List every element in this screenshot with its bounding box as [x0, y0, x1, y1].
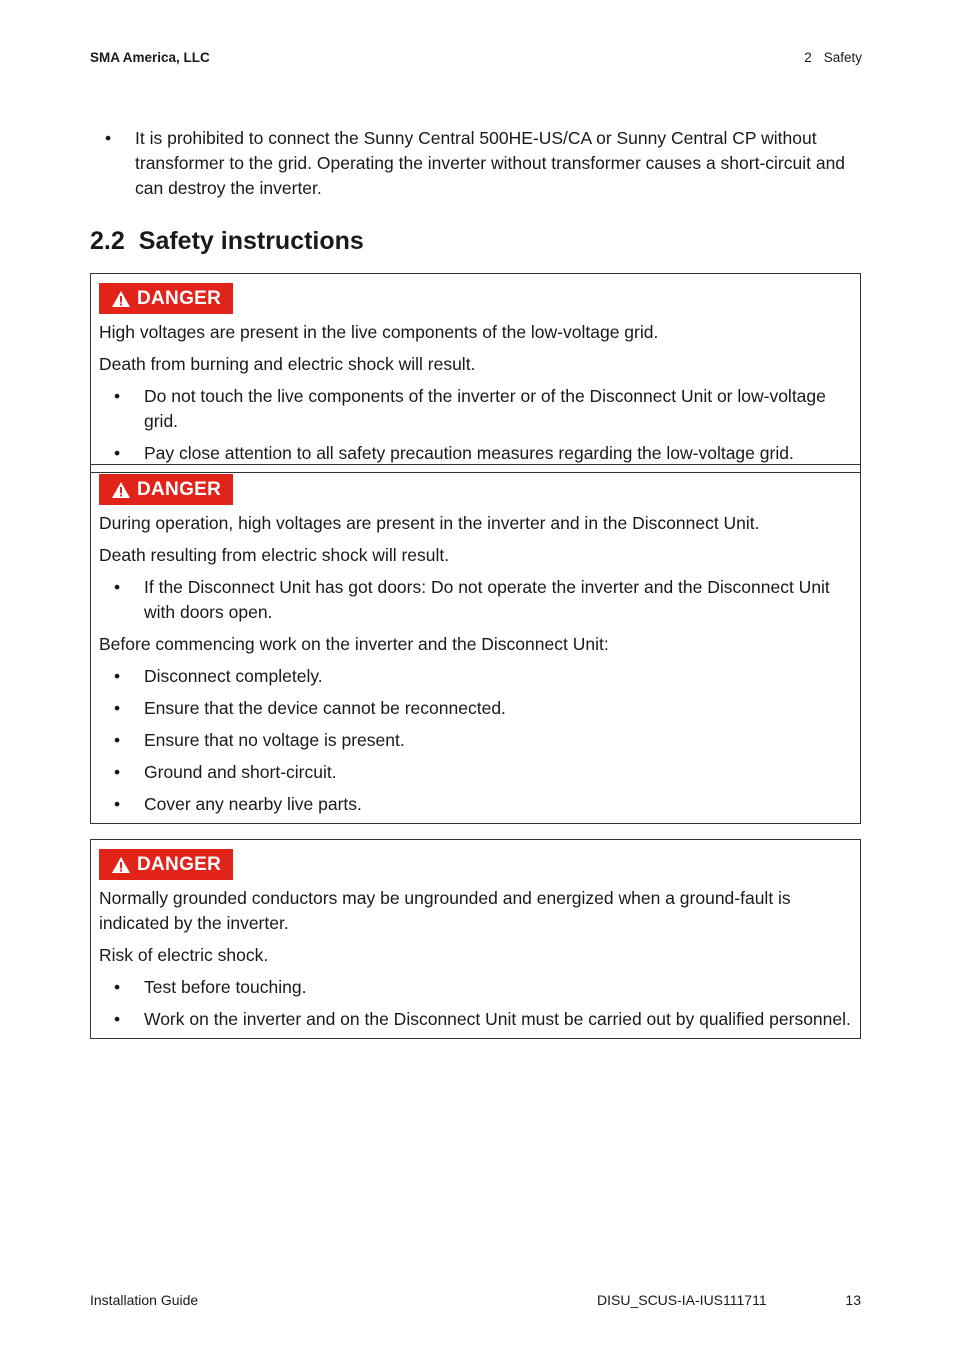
measure-text: Test before touching. — [144, 977, 307, 997]
step-text: Ensure that the device cannot be reconnected. — [144, 698, 506, 718]
bullet-dot: • — [114, 386, 121, 406]
bullet-dot: • — [114, 794, 121, 814]
bullet-dot: • — [105, 128, 112, 148]
measure-item — [99, 384, 852, 434]
measure-item — [99, 1007, 852, 1032]
measure-text: Work on the inverter and on the Disconnect Unit must be carried out by qualified personnel. — [144, 1009, 851, 1029]
intro-bullet — [90, 126, 865, 201]
bullet-dot: • — [114, 666, 121, 686]
danger-box-1 — [90, 273, 861, 473]
footer-page-number: 13 — [845, 1292, 861, 1308]
step-text: Ground and short-circuit. — [144, 762, 337, 782]
section-title-text: Safety instructions — [138, 227, 364, 255]
danger-box-2 — [90, 464, 861, 824]
footer-doc-type: Installation Guide — [90, 1292, 199, 1308]
measure-item — [99, 975, 852, 1000]
consequence-text: Death resulting from electric shock will result. — [99, 545, 450, 565]
bullet-dot: • — [114, 1009, 121, 1029]
bullet-dot: • — [114, 443, 121, 463]
bullet-dot: • — [114, 577, 121, 597]
measure-text: Do not touch the live components of the inverter or of the Disconnect Unit or low-voltage grid. — [144, 386, 826, 431]
bullet-dot: • — [114, 730, 121, 750]
hazard-text: During operation, high voltages are present in the inverter and in the Disconnect Unit. — [99, 513, 760, 533]
measure-text: Pay close attention to all safety precaution measures regarding the low-voltage grid. — [144, 443, 794, 463]
intro-block — [90, 126, 865, 201]
step-item — [99, 760, 852, 785]
consequence-text: Risk of electric shock. — [99, 945, 269, 965]
warning-triangle-icon — [111, 481, 131, 499]
bullet-dot: • — [114, 977, 121, 997]
hazard-text: Normally grounded conductors may be ungrounded and energized when a ground-fault is indicated by the inverter. — [99, 888, 791, 933]
section-title — [90, 227, 364, 256]
measure-text: If the Disconnect Unit has got doors: Do not operate the inverter and the Disconnect Unit with doors open. — [144, 577, 830, 622]
step-item — [99, 664, 852, 689]
section-number: 2.2 — [90, 227, 125, 255]
step-text: Cover any nearby live parts. — [144, 794, 362, 814]
danger-box-3 — [90, 839, 861, 1039]
bullet-dot: • — [114, 762, 121, 782]
footer-doc-code: DISU_SCUS-IA-IUS111711 — [597, 1292, 767, 1308]
step-text: Disconnect completely. — [144, 666, 323, 686]
step-item — [99, 696, 852, 721]
danger-label — [99, 474, 233, 505]
header-chapter-title: Safety — [823, 50, 862, 65]
danger-label-text: DANGER — [137, 287, 222, 309]
measure-item — [99, 441, 852, 466]
step-item — [99, 792, 852, 817]
bullet-dot: • — [114, 698, 121, 718]
step-item — [99, 728, 852, 753]
warning-triangle-icon — [111, 856, 131, 874]
danger-label-text: DANGER — [137, 478, 222, 500]
step-text: Ensure that no voltage is present. — [144, 730, 405, 750]
danger-label-text: DANGER — [137, 853, 222, 875]
danger-label — [99, 283, 233, 314]
warning-triangle-icon — [111, 290, 131, 308]
measure-item — [99, 575, 852, 625]
header-chapter-number: 2 — [804, 50, 812, 65]
hazard-text: High voltages are present in the live components of the low-voltage grid. — [99, 322, 659, 342]
intro-bullet-text: It is prohibited to connect the Sunny Central 500HE-US/CA or Sunny Central CP without transformer to the grid. Operating the inverter without transformer causes a short-circuit and can destroy the inverter. — [135, 128, 846, 198]
header-chapter — [804, 50, 862, 65]
danger-label — [99, 849, 233, 880]
consequence-text: Death from burning and electric shock will result. — [99, 354, 476, 374]
header-company: SMA America, LLC — [90, 50, 210, 65]
pre-work-text: Before commencing work on the inverter and the Disconnect Unit: — [99, 634, 609, 654]
